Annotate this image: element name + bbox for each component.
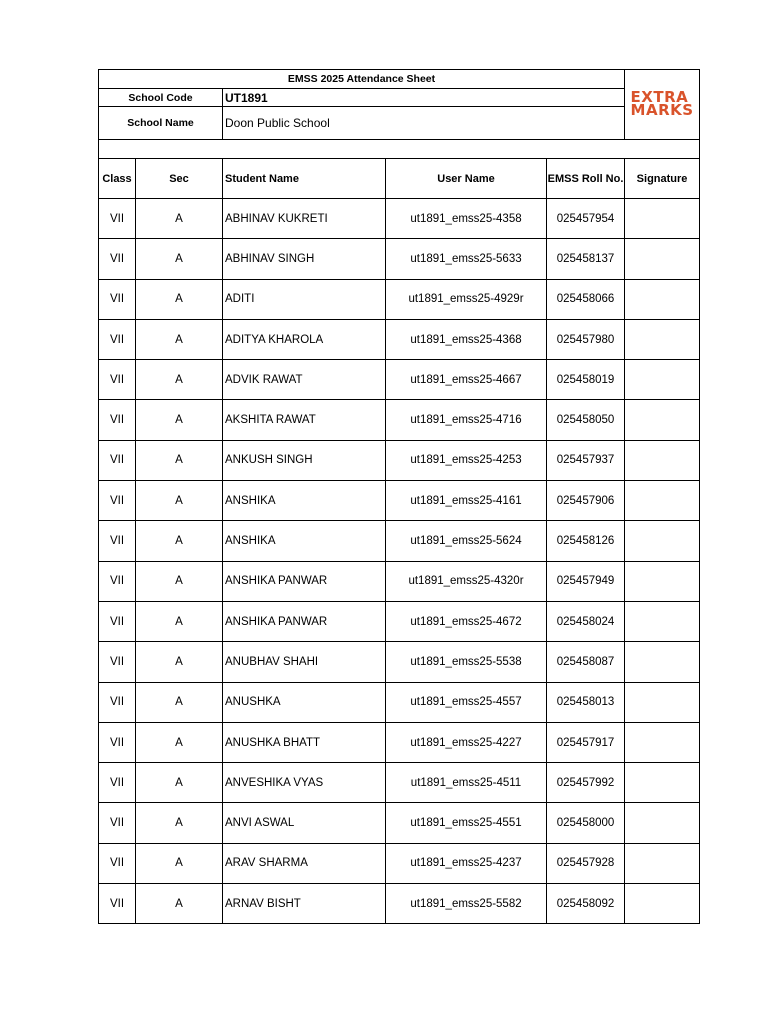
cell-sec: A [136, 319, 223, 359]
table-row [99, 803, 700, 843]
cell-user-name: ut1891_emss25-4253 [386, 440, 547, 480]
cell-roll-no: 025458126 [547, 521, 625, 561]
cell-user-name: ut1891_emss25-4511 [386, 763, 547, 803]
cell-roll-no: 025458000 [547, 803, 625, 843]
cell-roll-no: 025458087 [547, 642, 625, 682]
cell-roll-no: 025458050 [547, 400, 625, 440]
table-row [99, 843, 700, 883]
school-code-label: School Code [99, 89, 223, 107]
cell-sec: A [136, 884, 223, 924]
cell-roll-no: 025458066 [547, 279, 625, 319]
table-row [99, 239, 700, 279]
cell-sec: A [136, 843, 223, 883]
cell-user-name: ut1891_emss25-4551 [386, 803, 547, 843]
cell-user-name: ut1891_emss25-4320r [386, 561, 547, 601]
table-row [99, 682, 700, 722]
cell-user-name: ut1891_emss25-4667 [386, 360, 547, 400]
table-row [99, 319, 700, 359]
cell-student-name: ADVIK RAWAT [223, 360, 386, 400]
cell-class: VII [99, 884, 136, 924]
cell-signature[interactable] [625, 763, 700, 803]
cell-student-name: ABHINAV KUKRETI [223, 199, 386, 239]
cell-student-name: ADITI [223, 279, 386, 319]
logo-cell [625, 70, 700, 140]
cell-sec: A [136, 642, 223, 682]
cell-roll-no: 025458013 [547, 682, 625, 722]
cell-user-name: ut1891_emss25-4161 [386, 481, 547, 521]
table-row [99, 642, 700, 682]
school-name-label: School Name [99, 107, 223, 140]
cell-signature[interactable] [625, 521, 700, 561]
cell-user-name: ut1891_emss25-4672 [386, 601, 547, 641]
cell-class: VII [99, 400, 136, 440]
cell-student-name: ANKUSH SINGH [223, 440, 386, 480]
cell-user-name: ut1891_emss25-5538 [386, 642, 547, 682]
cell-sec: A [136, 400, 223, 440]
cell-roll-no: 025458137 [547, 239, 625, 279]
school-code-value: UT1891 [223, 89, 625, 107]
table-row [99, 279, 700, 319]
cell-sec: A [136, 682, 223, 722]
cell-signature[interactable] [625, 803, 700, 843]
cell-user-name: ut1891_emss25-4929r [386, 279, 547, 319]
cell-student-name: ANUSHKA BHATT [223, 722, 386, 762]
cell-signature[interactable] [625, 360, 700, 400]
cell-student-name: ANSHIKA PANWAR [223, 601, 386, 641]
col-header-signature: Signature [625, 159, 700, 199]
cell-student-name: ANUSHKA [223, 682, 386, 722]
cell-class: VII [99, 279, 136, 319]
cell-class: VII [99, 521, 136, 561]
cell-roll-no: 025457928 [547, 843, 625, 883]
cell-roll-no: 025458024 [547, 601, 625, 641]
cell-roll-no: 025457980 [547, 319, 625, 359]
cell-sec: A [136, 803, 223, 843]
sheet-title: EMSS 2025 Attendance Sheet [99, 70, 625, 89]
cell-user-name: ut1891_emss25-5633 [386, 239, 547, 279]
cell-student-name: ANUBHAV SHAHI [223, 642, 386, 682]
cell-signature[interactable] [625, 884, 700, 924]
cell-user-name: ut1891_emss25-4557 [386, 682, 547, 722]
cell-user-name: ut1891_emss25-4368 [386, 319, 547, 359]
cell-sec: A [136, 722, 223, 762]
cell-student-name: ANVI ASWAL [223, 803, 386, 843]
cell-class: VII [99, 642, 136, 682]
cell-student-name: ARAV SHARMA [223, 843, 386, 883]
cell-sec: A [136, 561, 223, 601]
school-name-row [99, 107, 700, 140]
table-row [99, 561, 700, 601]
cell-signature[interactable] [625, 642, 700, 682]
school-name-value: Doon Public School [223, 107, 625, 140]
cell-class: VII [99, 843, 136, 883]
col-header-sec: Sec [136, 159, 223, 199]
col-header-roll-no: EMSS Roll No. [547, 159, 625, 199]
cell-signature[interactable] [625, 400, 700, 440]
cell-signature[interactable] [625, 199, 700, 239]
table-row [99, 440, 700, 480]
col-header-user-name: User Name [386, 159, 547, 199]
cell-roll-no: 025457954 [547, 199, 625, 239]
cell-sec: A [136, 239, 223, 279]
cell-student-name: AKSHITA RAWAT [223, 400, 386, 440]
table-row [99, 884, 700, 924]
cell-roll-no: 025457937 [547, 440, 625, 480]
cell-class: VII [99, 722, 136, 762]
cell-signature[interactable] [625, 682, 700, 722]
table-row [99, 481, 700, 521]
table-row [99, 521, 700, 561]
cell-class: VII [99, 319, 136, 359]
cell-roll-no: 025457949 [547, 561, 625, 601]
table-row [99, 360, 700, 400]
table-row [99, 400, 700, 440]
cell-signature[interactable] [625, 722, 700, 762]
table-row [99, 199, 700, 239]
cell-signature[interactable] [625, 440, 700, 480]
table-row [99, 722, 700, 762]
table-row [99, 763, 700, 803]
cell-sec: A [136, 199, 223, 239]
cell-sec: A [136, 360, 223, 400]
attendance-sheet-table [98, 69, 700, 924]
cell-roll-no: 025457992 [547, 763, 625, 803]
cell-user-name: ut1891_emss25-4716 [386, 400, 547, 440]
cell-student-name: ANSHIKA [223, 521, 386, 561]
cell-class: VII [99, 440, 136, 480]
cell-class: VII [99, 803, 136, 843]
cell-roll-no: 025458019 [547, 360, 625, 400]
title-row [99, 70, 700, 89]
col-header-class: Class [99, 159, 136, 199]
cell-student-name: ANVESHIKA VYAS [223, 763, 386, 803]
cell-signature[interactable] [625, 561, 700, 601]
cell-sec: A [136, 601, 223, 641]
cell-class: VII [99, 682, 136, 722]
column-header-row [99, 159, 700, 199]
cell-sec: A [136, 440, 223, 480]
cell-sec: A [136, 763, 223, 803]
school-code-row [99, 89, 700, 107]
cell-user-name: ut1891_emss25-5624 [386, 521, 547, 561]
cell-student-name: ANSHIKA PANWAR [223, 561, 386, 601]
cell-signature[interactable] [625, 279, 700, 319]
cell-roll-no: 025457906 [547, 481, 625, 521]
cell-signature[interactable] [625, 319, 700, 359]
cell-roll-no: 025458092 [547, 884, 625, 924]
cell-sec: A [136, 521, 223, 561]
cell-class: VII [99, 481, 136, 521]
cell-signature[interactable] [625, 601, 700, 641]
cell-student-name: ARNAV BISHT [223, 884, 386, 924]
cell-signature[interactable] [625, 843, 700, 883]
cell-user-name: ut1891_emss25-4237 [386, 843, 547, 883]
cell-class: VII [99, 360, 136, 400]
cell-student-name: ANSHIKA [223, 481, 386, 521]
spacer-row [99, 140, 700, 159]
cell-sec: A [136, 279, 223, 319]
cell-signature[interactable] [625, 239, 700, 279]
cell-class: VII [99, 763, 136, 803]
col-header-student-name: Student Name [223, 159, 386, 199]
cell-class: VII [99, 199, 136, 239]
cell-sec: A [136, 481, 223, 521]
cell-class: VII [99, 601, 136, 641]
cell-signature[interactable] [625, 481, 700, 521]
cell-user-name: ut1891_emss25-4358 [386, 199, 547, 239]
cell-student-name: ABHINAV SINGH [223, 239, 386, 279]
cell-roll-no: 025457917 [547, 722, 625, 762]
extramarks-logo: EXTRA MARKS [630, 88, 694, 119]
cell-student-name: ADITYA KHAROLA [223, 319, 386, 359]
table-row [99, 601, 700, 641]
cell-class: VII [99, 239, 136, 279]
cell-user-name: ut1891_emss25-4227 [386, 722, 547, 762]
cell-class: VII [99, 561, 136, 601]
cell-user-name: ut1891_emss25-5582 [386, 884, 547, 924]
